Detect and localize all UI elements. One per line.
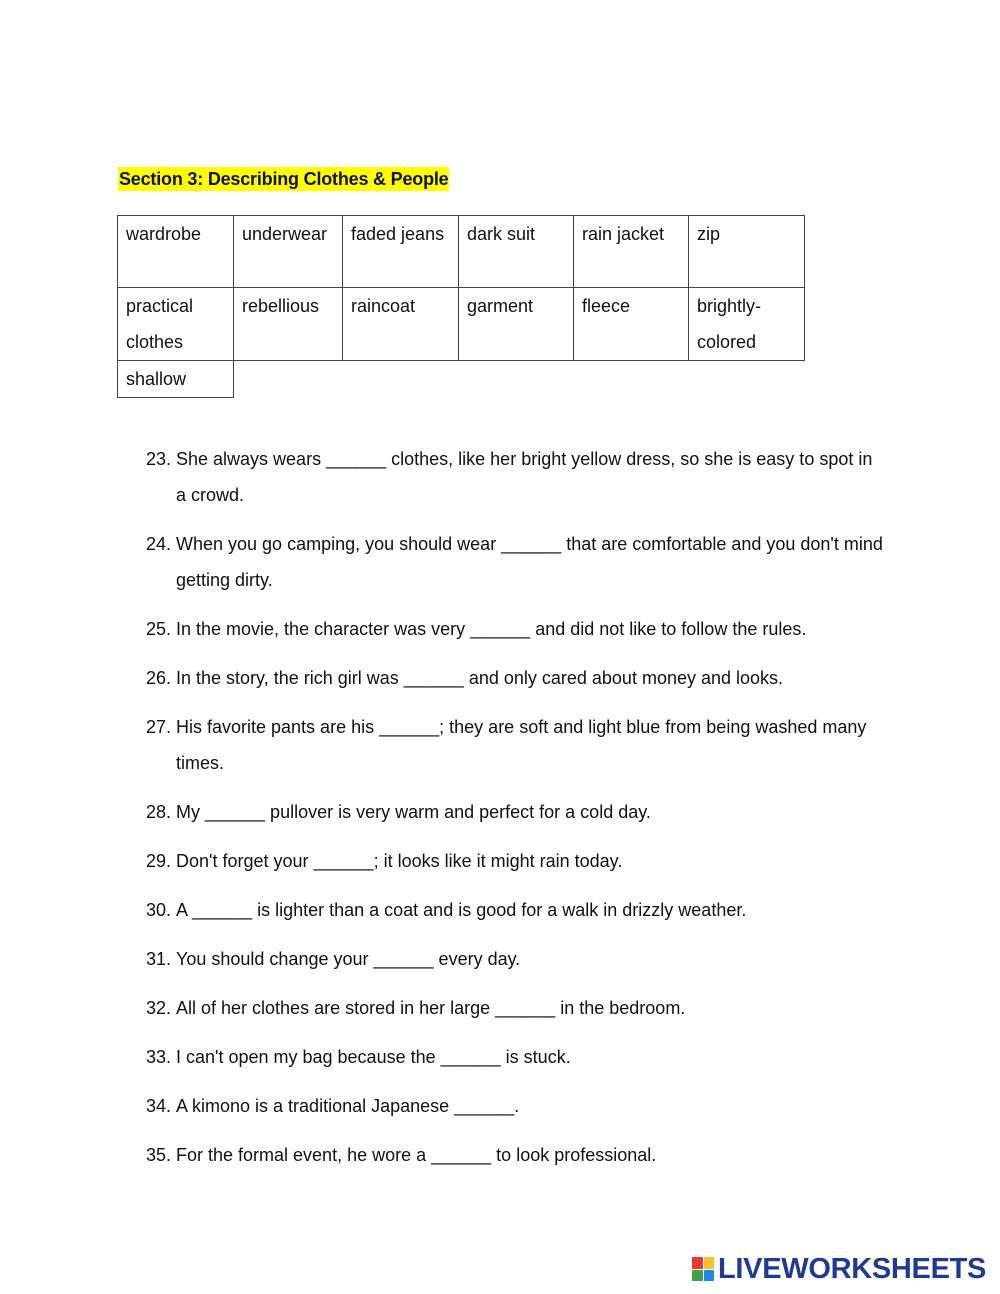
question-item bbox=[146, 990, 886, 1026]
logo-mark-icon bbox=[692, 1257, 714, 1281]
question-number: 30. bbox=[146, 900, 172, 920]
word-bank-table bbox=[117, 215, 805, 398]
word-bank-cell: rebellious bbox=[234, 288, 343, 361]
logo-text: LIVEWORKSHEETS bbox=[718, 1252, 987, 1285]
question-text: I can't open my bag because the ______ is stuck. bbox=[176, 1047, 571, 1067]
word-bank-cell: garment bbox=[459, 288, 574, 361]
word-bank-cell: brightly-colored bbox=[689, 288, 805, 361]
question-item bbox=[146, 843, 886, 879]
question-item bbox=[146, 1088, 886, 1124]
word-bank-cell: raincoat bbox=[343, 288, 459, 361]
question-number: 23. bbox=[146, 449, 172, 469]
question-text: Don't forget your ______; it looks like it might rain today. bbox=[176, 851, 623, 871]
question-item bbox=[146, 526, 886, 598]
question-item bbox=[146, 660, 886, 696]
question-item bbox=[146, 611, 886, 647]
liveworksheets-logo[interactable] bbox=[692, 1254, 986, 1284]
question-item bbox=[146, 441, 886, 513]
word-bank-row bbox=[118, 361, 805, 398]
question-number: 33. bbox=[146, 1047, 172, 1067]
word-bank-cell: practical clothes bbox=[118, 288, 234, 361]
logo-square bbox=[692, 1257, 703, 1269]
question-list bbox=[146, 441, 886, 1186]
word-bank-cell: rain jacket bbox=[574, 216, 689, 288]
question-text: A ______ is lighter than a coat and is good for a walk in drizzly weather. bbox=[176, 900, 747, 920]
question-text: A kimono is a traditional Japanese ______. bbox=[176, 1096, 520, 1116]
logo-square bbox=[704, 1257, 715, 1269]
question-item bbox=[146, 1039, 886, 1075]
question-text: You should change your ______ every day. bbox=[176, 949, 521, 969]
question-number: 24. bbox=[146, 534, 172, 554]
question-item bbox=[146, 941, 886, 977]
question-number: 35. bbox=[146, 1145, 172, 1165]
question-item bbox=[146, 794, 886, 830]
question-number: 34. bbox=[146, 1096, 172, 1116]
question-number: 26. bbox=[146, 668, 172, 688]
question-number: 28. bbox=[146, 802, 172, 822]
empty-cell bbox=[234, 361, 805, 398]
logo-square bbox=[692, 1270, 703, 1282]
question-text: All of her clothes are stored in her large ______ in the bedroom. bbox=[176, 998, 686, 1018]
question-text: In the story, the rich girl was ______ and only cared about money and looks. bbox=[176, 668, 784, 688]
question-item bbox=[146, 1137, 886, 1173]
question-number: 27. bbox=[146, 717, 172, 737]
word-bank-row bbox=[118, 216, 805, 288]
word-bank-cell: shallow bbox=[118, 361, 234, 398]
question-item bbox=[146, 892, 886, 928]
question-text: In the movie, the character was very ______ and did not like to follow the rules. bbox=[176, 619, 807, 639]
word-bank-cell: dark suit bbox=[459, 216, 574, 288]
question-text: She always wears ______ clothes, like her bright yellow dress, so she is easy to spot in a crowd. bbox=[176, 449, 873, 505]
question-text: His favorite pants are his ______; they are soft and light blue from being washed many times. bbox=[176, 717, 867, 773]
word-bank-cell: zip bbox=[689, 216, 805, 288]
question-text: For the formal event, he wore a ______ to look professional. bbox=[176, 1145, 657, 1165]
section-title: Section 3: Describing Clothes & People bbox=[119, 169, 449, 189]
word-bank-row bbox=[118, 288, 805, 361]
word-bank-cell: underwear bbox=[234, 216, 343, 288]
word-bank-cell: fleece bbox=[574, 288, 689, 361]
question-text: When you go camping, you should wear ______ that are comfortable and you don't mind getting dirty. bbox=[176, 534, 883, 590]
word-bank-cell: faded jeans bbox=[343, 216, 459, 288]
question-item bbox=[146, 709, 886, 781]
word-bank-cell: wardrobe bbox=[118, 216, 234, 288]
question-number: 25. bbox=[146, 619, 172, 639]
question-number: 31. bbox=[146, 949, 172, 969]
question-number: 32. bbox=[146, 998, 172, 1018]
logo-square bbox=[704, 1270, 715, 1282]
question-text: My ______ pullover is very warm and perfect for a cold day. bbox=[176, 802, 651, 822]
question-number: 29. bbox=[146, 851, 172, 871]
